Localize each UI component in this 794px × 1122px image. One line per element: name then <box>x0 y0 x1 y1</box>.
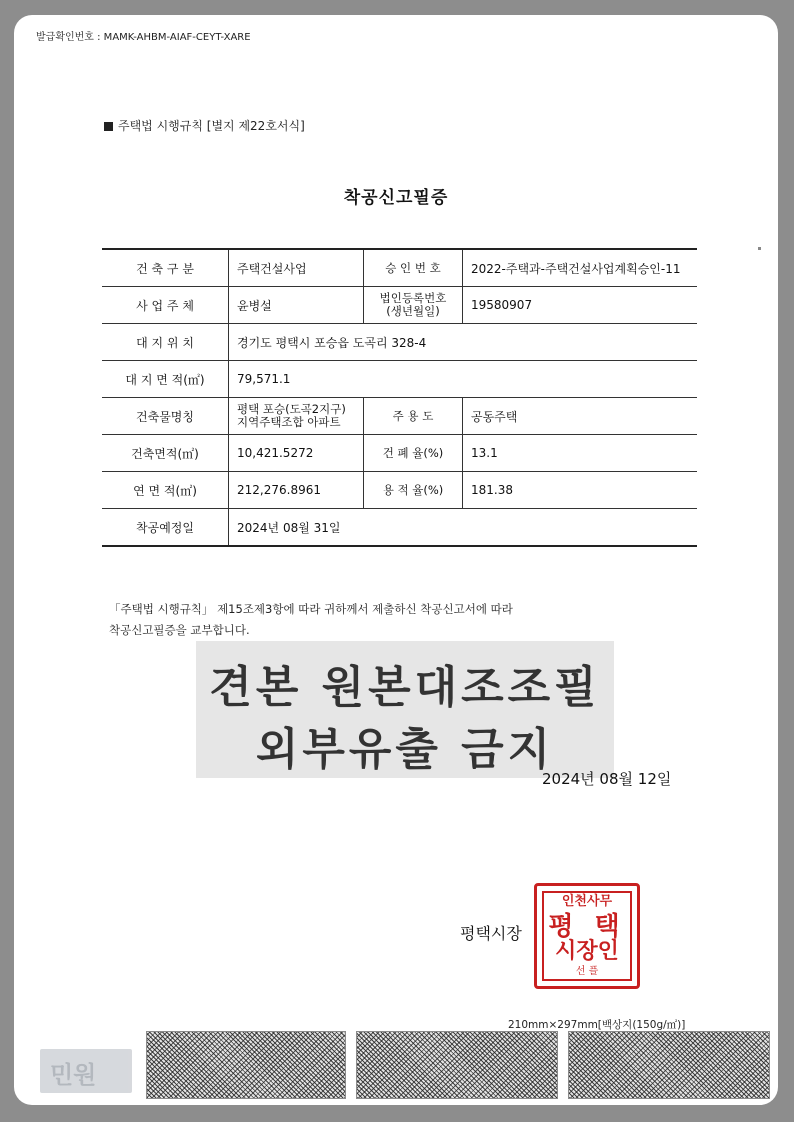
row-value: 19580907 <box>463 287 698 324</box>
notice-line: 착공신고필증을 교부합니다. <box>109 623 250 637</box>
row-label: 건 축 구 분 <box>102 249 229 287</box>
row-value: 2024년 08월 31일 <box>229 509 698 547</box>
row-value: 윤병설 <box>229 287 364 324</box>
table-row <box>102 472 697 509</box>
row-value: 주택건설사업 <box>229 249 364 287</box>
row-value: 181.38 <box>463 472 698 509</box>
row-value: 13.1 <box>463 435 698 472</box>
row-label: 건 폐 율(%) <box>364 435 463 472</box>
row-value: 79,571.1 <box>229 361 698 398</box>
security-pattern <box>356 1031 558 1099</box>
table-row <box>102 509 697 547</box>
square-bullet-icon <box>104 122 113 131</box>
row-label: 대 지 면 적(㎡) <box>102 361 229 398</box>
row-label: 연 면 적(㎡) <box>102 472 229 509</box>
security-pattern <box>146 1031 346 1099</box>
row-label: 용 적 율(%) <box>364 472 463 509</box>
watermark-line: 견본 원본대조조필 <box>209 662 601 713</box>
paper-spec: 210mm×297mm[백상지(150g/㎡)] <box>508 1019 686 1031</box>
row-value: 경기도 평택시 포승읍 도곡리 328-4 <box>229 324 698 361</box>
form-reference <box>104 117 305 134</box>
watermark-line: 외부유출 금지 <box>255 724 555 775</box>
seal-text: 시장인 <box>555 939 619 964</box>
row-label: 주 용 도 <box>364 398 463 435</box>
row-value: 공동주택 <box>463 398 698 435</box>
issue-confirmation-number: 발급확인번호 : MAMK-AHBM-AIAF-CEYT-XARE <box>36 32 251 43</box>
issuer-name: 평택시장 <box>460 924 522 943</box>
official-seal-stamp <box>534 883 640 989</box>
notice-line: 「주택법 시행규칙」 제15조제3항에 따라 귀하께서 제출하신 착공신고서에 따라 <box>109 602 513 616</box>
table-row <box>102 435 697 472</box>
seal-text: 인천사무 <box>561 894 613 909</box>
seal-text: 선 플 <box>575 966 599 977</box>
row-label: 건축물명칭 <box>102 398 229 435</box>
row-label: 승 인 번 호 <box>364 249 463 287</box>
row-value: 2022-주택과-주택건설사업계획승인-11 <box>463 249 698 287</box>
form-reference-text: 주택법 시행규칙 [별지 제22호서식] <box>118 119 305 133</box>
sample-watermark <box>196 641 614 778</box>
seal-text: 평 택 <box>548 912 626 942</box>
table-row <box>102 249 697 287</box>
minwon-logo-icon <box>40 1049 132 1093</box>
document-page <box>14 15 778 1105</box>
certificate-table <box>102 248 697 547</box>
table-row <box>102 361 697 398</box>
issue-date: 2024년 08월 12일 <box>542 770 672 788</box>
row-label: 법인등록번호 (생년월일) <box>364 287 463 324</box>
row-label: 대 지 위 치 <box>102 324 229 361</box>
issuance-notice <box>109 599 513 641</box>
scan-dot <box>758 247 761 250</box>
row-value: 평택 포승(도곡2지구)지역주택조합 아파트 <box>229 398 364 435</box>
logo-text: 민원 <box>50 1061 97 1089</box>
table-row <box>102 398 697 435</box>
row-label: 착공예정일 <box>102 509 229 547</box>
security-pattern <box>568 1031 770 1099</box>
table-row <box>102 287 697 324</box>
document-title: 착공신고필증 <box>343 188 449 208</box>
row-value: 212,276.8961 <box>229 472 364 509</box>
row-value: 10,421.5272 <box>229 435 364 472</box>
row-label: 사 업 주 체 <box>102 287 229 324</box>
row-label: 건축면적(㎡) <box>102 435 229 472</box>
table-row <box>102 324 697 361</box>
